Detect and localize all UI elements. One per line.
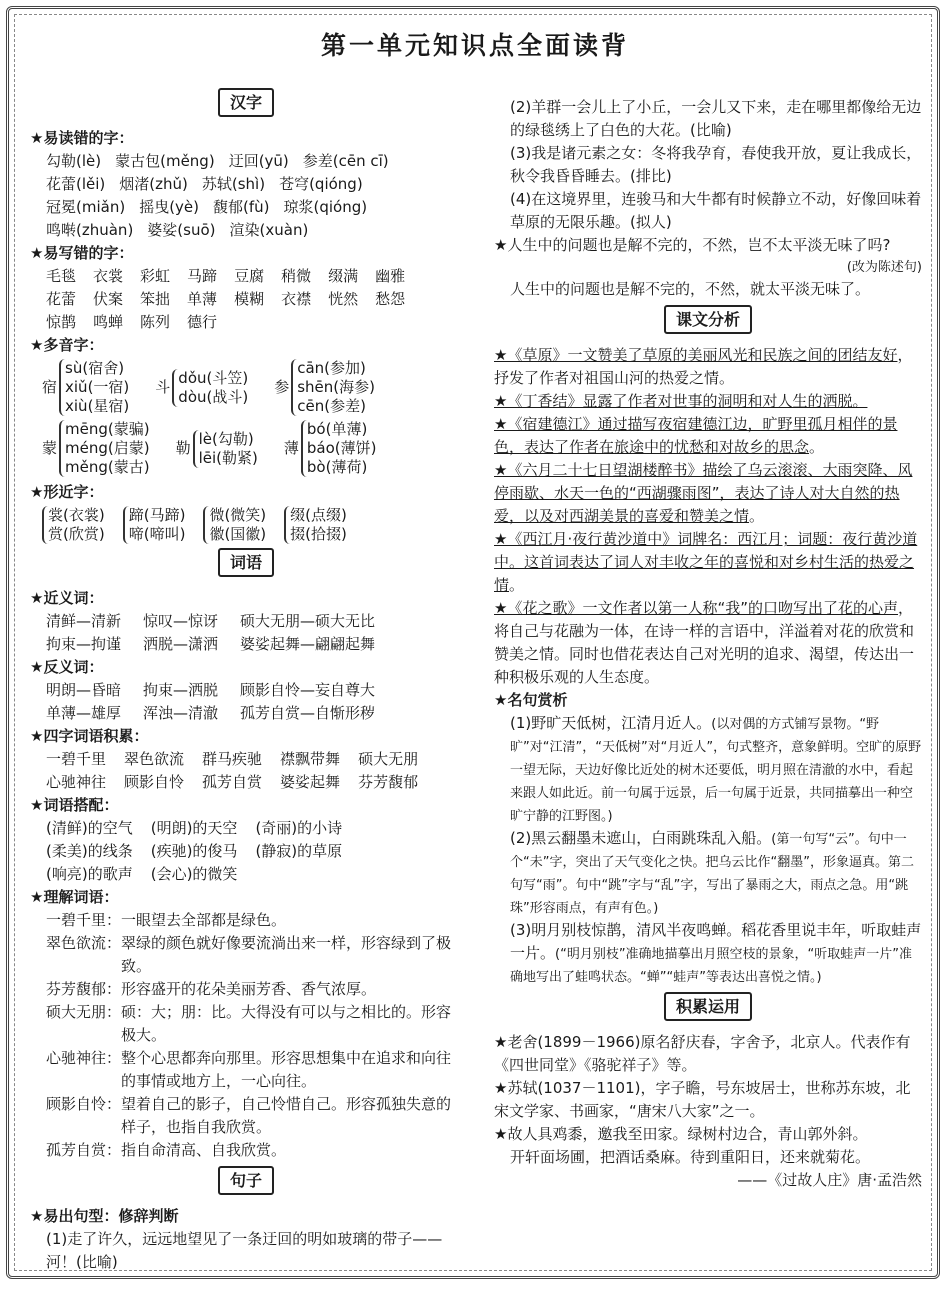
analysis-underlined: ★《六月二十七日望湖楼醉书》描绘了乌云滚滚、大雨突降、风停雨歇、水天一色的“西湖骤雨图”，表达了诗人对大自然的热爱，以及对西湖美景的喜爱和赞美之情: [494, 461, 913, 525]
polyphone-reading: mēng(蒙骗): [65, 420, 150, 438]
miswrite-item: 马蹄: [187, 267, 218, 285]
similar-pair: [42, 506, 105, 544]
similar-word: 蹄(马蹄): [128, 506, 186, 524]
four-char-row: [46, 748, 462, 771]
miswrite-item: 愁怨: [375, 290, 406, 308]
rhetoric-item-4: (4)在这境界里，连骏马和大牛都有时候静立不动，好像回味着草原的无限乐趣。(拟人): [510, 190, 922, 231]
famous-list: [494, 712, 922, 988]
similar-word: 啼(啼叫): [128, 525, 186, 543]
four-char-item: 婆娑起舞: [280, 773, 341, 791]
definition-term: 翠色欲流：: [46, 934, 122, 952]
similar-word: 徽(国徽): [209, 525, 267, 543]
polyphone-reading: méng(启蒙): [65, 439, 150, 457]
section-ciyu: 词语: [218, 548, 274, 577]
misread-row: [46, 150, 462, 173]
miswrite-row: [46, 311, 462, 334]
polyphone-reading: báo(薄饼): [306, 439, 377, 457]
miswrite-item: 豆腐: [234, 267, 265, 285]
synonym-heading: ★近义词：: [30, 589, 104, 607]
definition-item: [46, 1001, 462, 1047]
polyphone-reading: sù(宿舍): [65, 359, 125, 377]
accumulation-item: 开轩面场圃，把酒话桑麻。待到重阳日，还来就菊花。: [510, 1148, 871, 1166]
miswrite-list: [30, 265, 462, 334]
similar-group: [284, 506, 347, 544]
four-char-item: 襟飘带舞: [280, 750, 341, 768]
similar-pair: [123, 506, 186, 544]
misread-heading: ★易读错的字：: [30, 129, 134, 147]
analysis-item: [494, 528, 922, 597]
collocation-item: (会心)的微笑: [150, 865, 238, 883]
analysis-underlined: ★《宿建德江》通过描写夜宿建德江边，旷野里孤月相伴的景色，表达了作者在旅途中的忧愁和对故乡的思念: [494, 415, 898, 456]
famous-heading: ★名句赏析: [494, 691, 568, 709]
definition-term: 硕大无朋：: [46, 1003, 122, 1021]
definition-term: 顾影自怜：: [46, 1095, 122, 1113]
collocation-heading: ★词语搭配：: [30, 796, 119, 814]
polyphone-group: [176, 430, 258, 468]
miswrite-item: 德行: [187, 313, 218, 331]
antonym-item: 顾影自怜—妄自尊大: [240, 681, 376, 699]
rewrite-answer: 人生中的问题也是解不完的，不然，就太平淡无味了。: [510, 280, 871, 298]
four-char-item: 一碧千里: [46, 750, 107, 768]
collocation-list: [30, 817, 462, 886]
antonym-item: 拘束—洒脱: [143, 681, 219, 699]
collocation-item: (静寂)的草原: [255, 842, 343, 860]
misread-item: 馥郁(fù): [213, 198, 270, 216]
polyphone-reading: lè(勾勒): [198, 429, 254, 448]
miswrite-item: 幽雅: [375, 267, 406, 285]
similar-word: 缀(点缀): [290, 506, 347, 524]
analysis-rest: 。: [809, 438, 825, 456]
four-char-item: 孤芳自赏: [202, 773, 263, 791]
polyphone-char: 薄: [283, 439, 299, 457]
polyphone-readings: [193, 430, 258, 468]
definition-term: 心驰神往：: [46, 1049, 122, 1067]
similar-word: 掇(拾掇): [290, 525, 347, 543]
misread-item: 参差(cēn cī): [302, 152, 389, 170]
miswrite-item: 彩虹: [140, 267, 171, 285]
miswrite-item: 毛毯: [46, 267, 77, 285]
similar-word: 赏(欣赏): [48, 525, 105, 543]
polyphone-reading: lēi(勒紧): [198, 448, 258, 467]
miswrite-item: 缀满: [328, 267, 359, 285]
polyphone-reading: shēn(海参): [297, 378, 375, 396]
antonym-row: [46, 679, 462, 702]
collocation-item: (响亮)的歌声: [46, 865, 133, 883]
polyphone-group: [42, 420, 150, 477]
polyphone-reading: cān(参加): [297, 359, 366, 377]
famous-line: (3)明月别枝惊鹊，清风半夜鸣蝉。稻花香里说丰年，听取蛙声一片。: [510, 921, 922, 962]
polyphone-char: 参: [274, 378, 290, 396]
four-char-heading: ★四字词语积累：: [30, 727, 149, 745]
polyphone-group: [274, 359, 375, 416]
understand-heading: ★理解词语：: [30, 888, 119, 906]
definition-text: 望着自己的影子，自己怜惜自己。形容孤独失意的样子，也指自我欣赏。: [121, 1095, 452, 1136]
polyphone-heading: ★多音字：: [30, 336, 104, 354]
polyphone-reading: dòu(战斗): [178, 387, 249, 406]
similar-word: 微(微笑): [209, 506, 267, 524]
similar-heading: ★形近字：: [30, 483, 104, 501]
definition-text: 翠绿的颜色就好像要流淌出来一样，形容绿到了极致。: [121, 934, 452, 975]
polyphone-char: 斗: [155, 378, 171, 396]
miswrite-row: [46, 265, 462, 288]
famous-note: (“明月别枝”准确地描摹出月照空枝的景象，“听取蛙声一片”准确地写出了蛙鸣状态。“蝉”“蛙声”等表达出喜悦之情。): [510, 947, 913, 985]
section-kewen: 课文分析: [664, 305, 752, 334]
miswrite-item: 衣裳: [93, 267, 124, 285]
polyphone-row: [42, 359, 462, 416]
famous-item: [494, 827, 922, 919]
collocation-row: [46, 817, 462, 840]
synonym-row: [46, 610, 462, 633]
accumulation-item: ★老舍(1899－1966)原名舒庆春，字舍予，北京人。代表作有《四世同堂》《骆驼祥子》等。: [494, 1033, 911, 1074]
misread-item: 迂回(yū): [228, 152, 289, 170]
misread-item: 摇曳(yè): [139, 198, 199, 216]
right-column: [494, 96, 922, 1192]
polyphone-group: [284, 420, 377, 477]
polyphone-readings: [301, 420, 377, 477]
miswrite-item: 鸣蝉: [93, 313, 124, 331]
analysis-item: [494, 413, 922, 459]
polyphone-char: 勒: [175, 439, 191, 457]
accumulation-item: ★苏轼(1037－1101)，字子瞻，号东坡居士，世称苏东坡，北宋文学家、书画家，“唐宋八大家”之一。: [494, 1079, 911, 1120]
collocation-row: [46, 863, 462, 886]
misread-item: 婆娑(suō): [147, 221, 216, 239]
synonym-item: 婆娑起舞—翩翩起舞: [240, 635, 376, 653]
miswrite-row: [46, 288, 462, 311]
analysis-item: [494, 344, 922, 390]
synonym-item: 硕大无朋—硕大无比: [240, 612, 376, 630]
polyphone-reading: cēn(参差): [297, 397, 366, 415]
analysis-underlined: ★《草原》一文赞美了草原的美丽风光和民族之间的团结友好: [494, 346, 898, 364]
analysis-underlined: ★《花之歌》一文作者以第一人称“我”的口吻写出了花的心声: [494, 599, 898, 617]
collocation-item: (明朗)的天空: [150, 819, 238, 837]
miswrite-item: 单薄: [187, 290, 218, 308]
definition-text: 形容盛开的花朵美丽芳香、香气浓厚。: [121, 980, 377, 998]
four-char-item: 翠色欲流: [124, 750, 185, 768]
miswrite-item: 笨拙: [140, 290, 171, 308]
similar-pair: [284, 506, 347, 544]
four-char-list: [30, 748, 462, 794]
definition-term: 孤芳自赏：: [46, 1141, 122, 1159]
famous-item: [494, 919, 922, 988]
similar-word: 裳(衣裳): [48, 506, 105, 524]
analysis-item: [494, 597, 922, 689]
misread-item: 勾勒(lè): [46, 152, 102, 170]
synonym-item: 清鲜—清新: [46, 612, 122, 630]
misread-item: 蒙古包(měng): [115, 152, 215, 170]
polyphone-reading: xiù(星宿): [65, 397, 130, 415]
rewrite-note: (改为陈述句): [846, 260, 922, 275]
misread-item: 苏轼(shì): [201, 175, 266, 193]
analysis-rest: 。: [509, 576, 525, 594]
miswrite-item: 恍然: [328, 290, 359, 308]
miswrite-item: 模糊: [234, 290, 265, 308]
polyphone-readings: [59, 420, 150, 477]
accumulation-item: ★故人具鸡黍，邀我至田家。绿树村边合，青山郭外斜。: [494, 1125, 868, 1143]
four-char-row: [46, 771, 462, 794]
definition-item: [46, 978, 462, 1001]
synonym-row: [46, 633, 462, 656]
polyphone-group: [155, 369, 248, 407]
analysis-underlined: ★《丁香结》显露了作者对世事的洞明和对人生的洒脱。: [494, 392, 868, 410]
miswrite-heading: ★易写错的字：: [30, 244, 134, 262]
famous-note: (第一句写“云”。句中一个“未”字，突出了天气变化之快。把乌云比作“翻墨”，形象逼真。第二句写“雨”。句中“跳”字与“乱”字，写出了暴雨之大，雨点之急。用“跳珠”形容雨点，有声有色。): [510, 832, 914, 916]
famous-note: (以对偶的方式铺写景物。“野旷”对“江清”，“天低树”对“月近人”，句式整齐，意象鲜明。空旷的原野一望无际，天边好像比近处的树木还要低，明月照在清澈的水中，看起来跟人如此近。前一句属于远景，后一句属于近景，共同描摹出一种空旷宁静的江野图。): [510, 717, 922, 824]
collocation-item: (柔美)的线条: [46, 842, 133, 860]
rhetoric-item-2: (2)羊群一会儿上了小丘，一会儿又下来，走在哪里都像给无边的绿毯绣上了白色的大花。(比喻): [510, 98, 922, 139]
polyphone-reading: xiǔ(一宿): [65, 378, 130, 396]
polyphone-readings: [59, 359, 129, 416]
definition-item: [46, 1139, 462, 1162]
miswrite-item: 伏案: [93, 290, 124, 308]
misread-item: 烟渚(zhǔ): [119, 175, 188, 193]
understand-list: [30, 909, 462, 1162]
similar-pair: [203, 506, 266, 544]
four-char-item: 芬芳馥郁: [358, 773, 419, 791]
polyphone-reading: měng(蒙古): [65, 458, 150, 476]
rhetoric-item-1: (1)走了许久，远远地望见了一条迂回的明如玻璃的带子——河！(比喻): [46, 1230, 443, 1271]
synonym-list: [30, 610, 462, 656]
page-title: 第一单元知识点全面读背: [320, 31, 629, 60]
misread-item: 花蕾(lěi): [46, 175, 106, 193]
polyphone-reading: bó(单薄): [306, 420, 368, 438]
rhetoric-item-3: (3)我是诸元素之女：冬将我孕育，春使我开放，夏让我成长，秋令我昏昏睡去。(排比): [510, 144, 922, 185]
definition-item: [46, 909, 462, 932]
left-column: [30, 84, 462, 1274]
antonym-heading: ★反义词：: [30, 658, 104, 676]
similar-group: [42, 506, 105, 544]
polyphone-list: [30, 359, 462, 477]
polyphone-readings: [291, 359, 375, 416]
polyphone-reading: bò(薄荷): [306, 458, 368, 476]
polyphone-char: 蒙: [42, 439, 58, 457]
antonym-item: 浑浊—清澈: [143, 704, 219, 722]
four-char-item: 群马疾驰: [202, 750, 263, 768]
collocation-item: (疾驰)的俊马: [150, 842, 238, 860]
synonym-item: 惊叹—惊讶: [143, 612, 219, 630]
collocation-item: (奇丽)的小诗: [255, 819, 343, 837]
misread-item: 冠冕(miǎn): [46, 198, 126, 216]
analysis-rest: 。: [749, 507, 765, 525]
misread-item: 鸣啭(zhuàn): [46, 221, 134, 239]
four-char-item: 硕大无朋: [358, 750, 419, 768]
definition-text: 一眼望去全部都是绿色。: [121, 911, 287, 929]
section-jilei: 积累运用: [664, 992, 752, 1021]
polyphone-row: [42, 420, 462, 477]
rewrite-question: ★人生中的问题也是解不完的，不然，岂不太平淡无味了吗?: [494, 236, 891, 254]
definition-term: 芬芳馥郁：: [46, 980, 122, 998]
polyphone-reading: dǒu(斗笠): [178, 368, 249, 387]
antonym-item: 孤芳自赏—自惭形秽: [240, 704, 376, 722]
collocation-row: [46, 840, 462, 863]
analysis-rest: ，将自己与花融为一体，在诗一样的言语中，洋溢着对花的欣赏和赞美之情。同时也借花表达自己对光明的追求、渴望，传达出一种积极乐观的人生态度。: [494, 599, 915, 686]
antonym-item: 单薄—雄厚: [46, 704, 122, 722]
accumulation-item: ——《过故人庄》唐·孟浩然: [737, 1171, 922, 1189]
analysis-list: [494, 344, 922, 689]
famous-line: (2)黑云翻墨未遮山，白雨跳珠乱入船。: [510, 829, 772, 847]
misread-row: [46, 173, 462, 196]
analysis-item: [494, 390, 922, 413]
four-char-item: 心驰神往: [46, 773, 107, 791]
similar-group: [203, 506, 266, 544]
misread-row: [46, 219, 462, 242]
famous-item: [494, 712, 922, 827]
famous-line: (1)野旷天低树，江清月近人。: [510, 714, 712, 732]
antonym-list: [30, 679, 462, 725]
miswrite-item: 陈列: [140, 313, 171, 331]
definition-term: 一碧千里：: [46, 911, 122, 929]
miswrite-item: 花蕾: [46, 290, 77, 308]
misread-list: [30, 150, 462, 242]
definition-item: [46, 1093, 462, 1139]
miswrite-item: 惊鹊: [46, 313, 77, 331]
four-char-item: 顾影自怜: [124, 773, 185, 791]
accumulation-list: [494, 1031, 922, 1192]
misread-row: [46, 196, 462, 219]
definition-text: 硕：大；朋：比。大得没有可以与之相比的。形容极大。: [121, 1003, 452, 1044]
collocation-item: (清鲜)的空气: [46, 819, 133, 837]
misread-item: 琼浆(qióng): [283, 198, 368, 216]
section-hanzi: 汉字: [218, 88, 274, 117]
definition-item: [46, 932, 462, 978]
definition-item: [46, 1047, 462, 1093]
analysis-rest: ，抒发了作者对祖国山河的热爱之情。: [494, 346, 913, 387]
misread-item: 渲染(xuàn): [229, 221, 309, 239]
definition-text: 指自命清高、自我欣赏。: [121, 1141, 287, 1159]
similar-group: [123, 506, 186, 544]
section-juzi: 句子: [218, 1166, 274, 1195]
misread-item: 苍穹(qióng): [279, 175, 363, 193]
antonym-item: 明朗—昏暗: [46, 681, 122, 699]
polyphone-readings: [172, 369, 248, 407]
polyphone-group: [42, 359, 129, 416]
miswrite-item: 衣襟: [281, 290, 312, 308]
polyphone-char: 宿: [42, 378, 58, 396]
analysis-item: [494, 459, 922, 528]
synonym-item: 拘束—拘谨: [46, 635, 122, 653]
antonym-row: [46, 702, 462, 725]
similar-list: [42, 506, 462, 544]
miswrite-item: 稍微: [281, 267, 312, 285]
analysis-underlined: ★《西江月·夜行黄沙道中》词牌名：西江月；词题：夜行黄沙道中。这首词表达了词人对丰收之年的喜悦和对乡村生活的热爱之情: [494, 530, 918, 594]
synonym-item: 洒脱—潇洒: [143, 635, 219, 653]
definition-text: 整个心思都奔向那里。形容思想集中在追求和向往的事情或地方上，一心向往。: [121, 1049, 452, 1090]
rhetoric-heading: ★易出句型：修辞判断: [30, 1207, 179, 1225]
